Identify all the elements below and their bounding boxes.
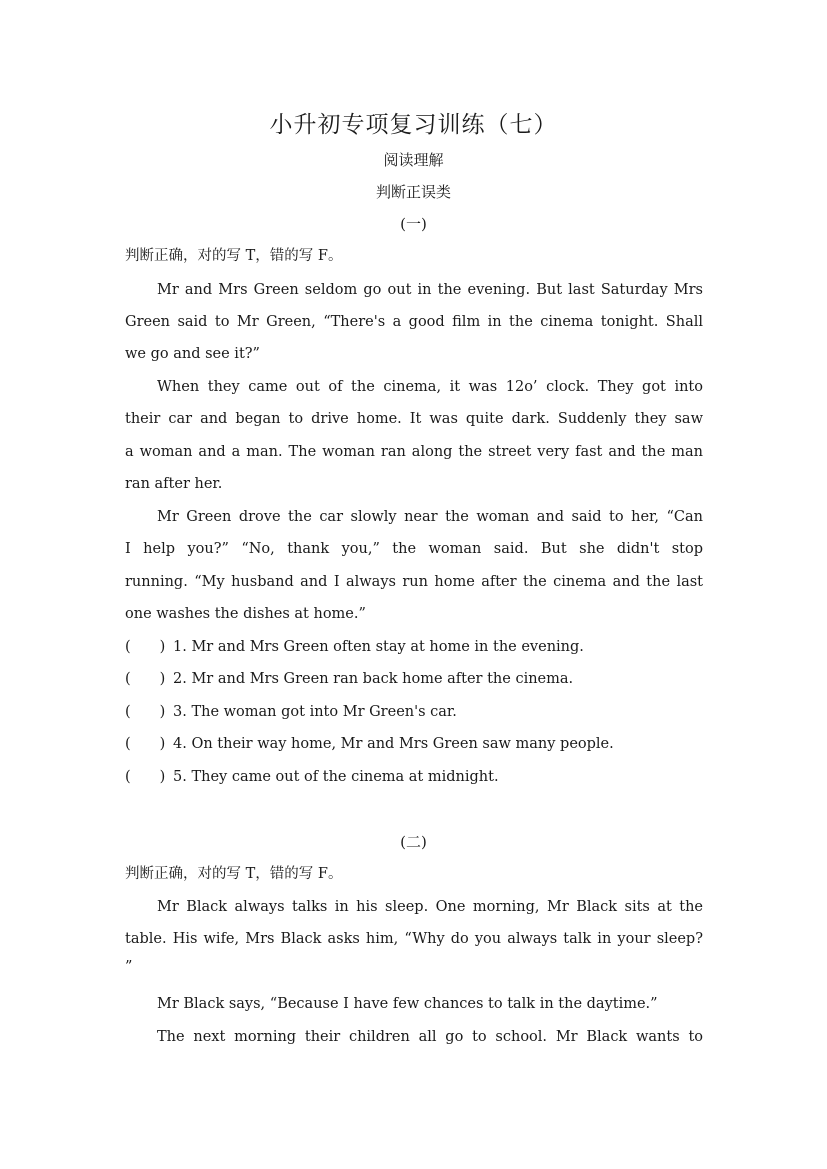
question-item bbox=[125, 734, 614, 754]
question-item bbox=[125, 767, 499, 787]
answer-blank[interactable]: ( ) bbox=[125, 736, 166, 752]
answer-blank[interactable]: ( ) bbox=[125, 671, 166, 687]
page-title: 小升初专项复习训练（七） bbox=[269, 112, 558, 138]
section-subtitle: 阅读理解 bbox=[383, 151, 444, 169]
passage-line: ran after her. bbox=[125, 476, 223, 492]
passage-line: a woman and a man. The woman ran along the street very fast and the man bbox=[125, 444, 703, 460]
question-item bbox=[125, 669, 573, 689]
question-item bbox=[125, 702, 457, 722]
answer-blank[interactable]: ( ) bbox=[125, 769, 166, 785]
part-two-instruction: 判断正确，对的写 T，错的写 F。 bbox=[125, 866, 343, 882]
question-text: 2. Mr and Mrs Green ran back home after the cinema. bbox=[173, 671, 574, 687]
passage-line: Mr and Mrs Green seldom go out in the evening. But last Saturday Mrs bbox=[157, 282, 703, 298]
section-type: 判断正误类 bbox=[375, 183, 451, 201]
part-one-label: (一) bbox=[400, 215, 427, 233]
part-one-instruction: 判断正确，对的写 T，错的写 F。 bbox=[125, 248, 343, 264]
passage-line: Mr Green drove the car slowly near the woman and said to her, “Can bbox=[157, 509, 703, 525]
passage-line: Mr Black says, “Because I have few chances to talk in the daytime.” bbox=[157, 996, 658, 1012]
question-text: 3. The woman got into Mr Green's car. bbox=[173, 704, 457, 720]
passage-line: Mr Black always talks in his sleep. One morning, Mr Black sits at the bbox=[157, 899, 703, 915]
passage-line: The next morning their children all go to school. Mr Black wants to bbox=[157, 1029, 703, 1045]
question-text: 1. Mr and Mrs Green often stay at home in the evening. bbox=[173, 639, 584, 655]
passage-line: one washes the dishes at home.” bbox=[125, 606, 366, 622]
part-two-label: (二) bbox=[400, 833, 427, 851]
answer-blank[interactable]: ( ) bbox=[125, 639, 166, 655]
passage-line: table. His wife, Mrs Black asks him, “Why do you always talk in your sleep? bbox=[125, 931, 703, 947]
question-text: 5. They came out of the cinema at midnight. bbox=[173, 769, 499, 785]
passage-line: their car and began to drive home. It was quite dark. Suddenly they saw bbox=[125, 411, 703, 427]
passage-line: running. “My husband and I always run home after the cinema and the last bbox=[125, 574, 703, 590]
question-text: 4. On their way home, Mr and Mrs Green saw many people. bbox=[173, 736, 614, 752]
passage-line: Green said to Mr Green, “There's a good film in the cinema tonight. Shall bbox=[125, 314, 703, 330]
passage-line: we go and see it?” bbox=[125, 346, 260, 362]
answer-blank[interactable]: ( ) bbox=[125, 704, 166, 720]
question-item bbox=[125, 637, 584, 657]
passage-line: ” bbox=[125, 959, 133, 975]
passage-line: I help you?” “No, thank you,” the woman said. But she didn't stop bbox=[125, 541, 703, 557]
passage-line: When they came out of the cinema, it was 12o’ clock. They got into bbox=[157, 379, 703, 395]
